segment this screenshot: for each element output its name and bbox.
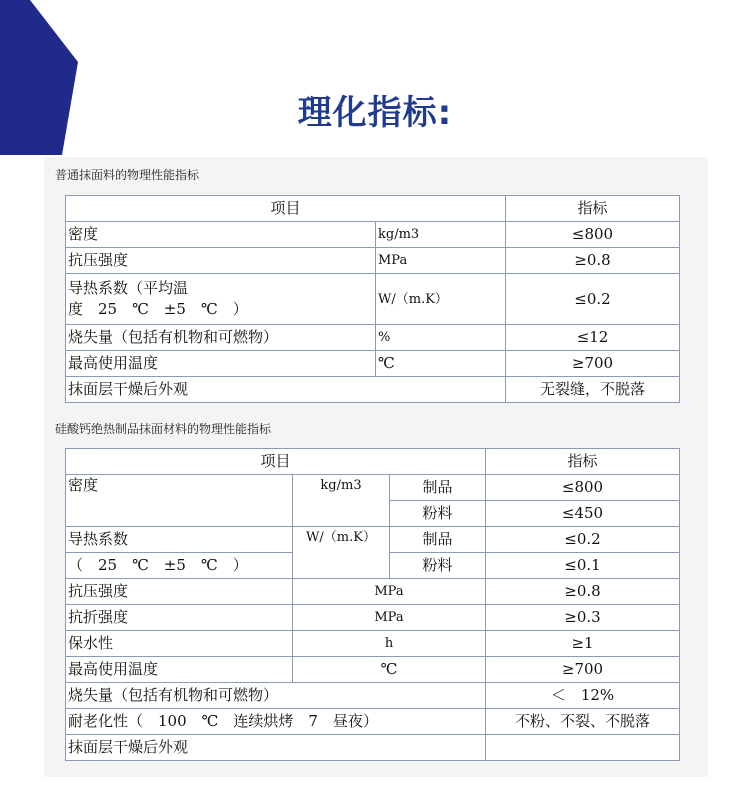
table2-calcium-silicate-plaster xyxy=(65,448,680,761)
table-row xyxy=(66,709,680,735)
table-row xyxy=(66,475,680,501)
table-row xyxy=(66,579,680,605)
row-value: ≥0.8 xyxy=(506,248,680,274)
conductivity-value-product: ≤0.2 xyxy=(486,527,680,553)
density-value-product: ≤800 xyxy=(486,475,680,501)
density-sub-product: 制品 xyxy=(390,475,486,501)
row-name: 最高使用温度 xyxy=(66,657,293,683)
row-value: ≤12 xyxy=(506,325,680,351)
loss-name: 烧失量（包括有机物和可燃物） xyxy=(66,683,486,709)
density-sub-powder: 粉料 xyxy=(390,501,486,527)
header-index: 指标 xyxy=(506,196,680,222)
density-value-powder: ≤450 xyxy=(486,501,680,527)
row-value: ≤800 xyxy=(506,222,680,248)
appearance-name: 抹面层干燥后外观 xyxy=(66,735,486,761)
table-row xyxy=(66,631,680,657)
conductivity-name-line2: （ 25 ℃ ±5 ℃ ） xyxy=(66,553,293,579)
row-unit: % xyxy=(376,325,506,351)
row-value: ≥700 xyxy=(506,351,680,377)
row-value: ≥700 xyxy=(486,657,680,683)
header-item: 项目 xyxy=(66,449,486,475)
table-header-row xyxy=(66,196,680,222)
table-row xyxy=(66,377,680,403)
row-name: 抹面层干燥后外观 xyxy=(66,377,506,403)
table-row xyxy=(66,735,680,761)
loss-value: ＜ 12% xyxy=(486,683,680,709)
row-value: 无裂缝，不脱落 xyxy=(506,377,680,403)
conductivity-value-powder: ≤0.1 xyxy=(486,553,680,579)
header-index: 指标 xyxy=(486,449,680,475)
row-unit: MPa xyxy=(293,605,486,631)
density-unit: kg/m3 xyxy=(293,475,390,527)
row-name: 密度 xyxy=(66,222,376,248)
table-row xyxy=(66,527,680,553)
row-name: 烧失量（包括有机物和可燃物） xyxy=(66,325,376,351)
table2-caption: 硅酸钙绝热制品抹面材料的物理性能指标 xyxy=(55,422,272,436)
table-row xyxy=(66,222,680,248)
row-unit: ℃ xyxy=(293,657,486,683)
table-row xyxy=(66,274,680,325)
row-value: ≥0.3 xyxy=(486,605,680,631)
row-unit: MPa xyxy=(293,579,486,605)
table-row xyxy=(66,248,680,274)
table1-normal-plaster xyxy=(65,195,680,403)
table-row xyxy=(66,605,680,631)
aging-name: 耐老化性（ 100 ℃ 连续烘烤 7 昼夜） xyxy=(66,709,486,735)
table-row xyxy=(66,351,680,377)
conductivity-unit: W/（m.K） xyxy=(293,527,390,579)
table-header-row xyxy=(66,449,680,475)
row-name: 保水性 xyxy=(66,631,293,657)
row-name: 抗折强度 xyxy=(66,605,293,631)
aging-value: 不粉、不裂、不脱落 xyxy=(486,709,680,735)
conductivity-sub-powder: 粉料 xyxy=(390,553,486,579)
row-name xyxy=(66,274,376,325)
density-name: 密度 xyxy=(66,475,293,527)
row-name-line1: 导热系数（平均温 xyxy=(68,279,189,297)
row-unit: kg/m3 xyxy=(376,222,506,248)
row-value: ≤0.2 xyxy=(506,274,680,325)
row-name: 抗压强度 xyxy=(66,579,293,605)
row-unit: ℃ xyxy=(376,351,506,377)
row-name-line2: 度 25 ℃ ±5 ℃ ） xyxy=(68,300,248,318)
row-name: 抗压强度 xyxy=(66,248,376,274)
table-row xyxy=(66,683,680,709)
table-row xyxy=(66,657,680,683)
row-value: ≥0.8 xyxy=(486,579,680,605)
table1-caption: 普通抹面料的物理性能指标 xyxy=(55,168,200,182)
row-unit: MPa xyxy=(376,248,506,274)
row-unit: h xyxy=(293,631,486,657)
conductivity-name-line1: 导热系数 xyxy=(66,527,293,553)
row-value: ≥1 xyxy=(486,631,680,657)
page-title: 理化指标: xyxy=(297,93,453,133)
row-unit: W/（m.K） xyxy=(376,274,506,325)
table-row xyxy=(66,325,680,351)
row-name: 最高使用温度 xyxy=(66,351,376,377)
conductivity-sub-product: 制品 xyxy=(390,527,486,553)
header-item: 项目 xyxy=(66,196,506,222)
appearance-value xyxy=(486,735,680,761)
